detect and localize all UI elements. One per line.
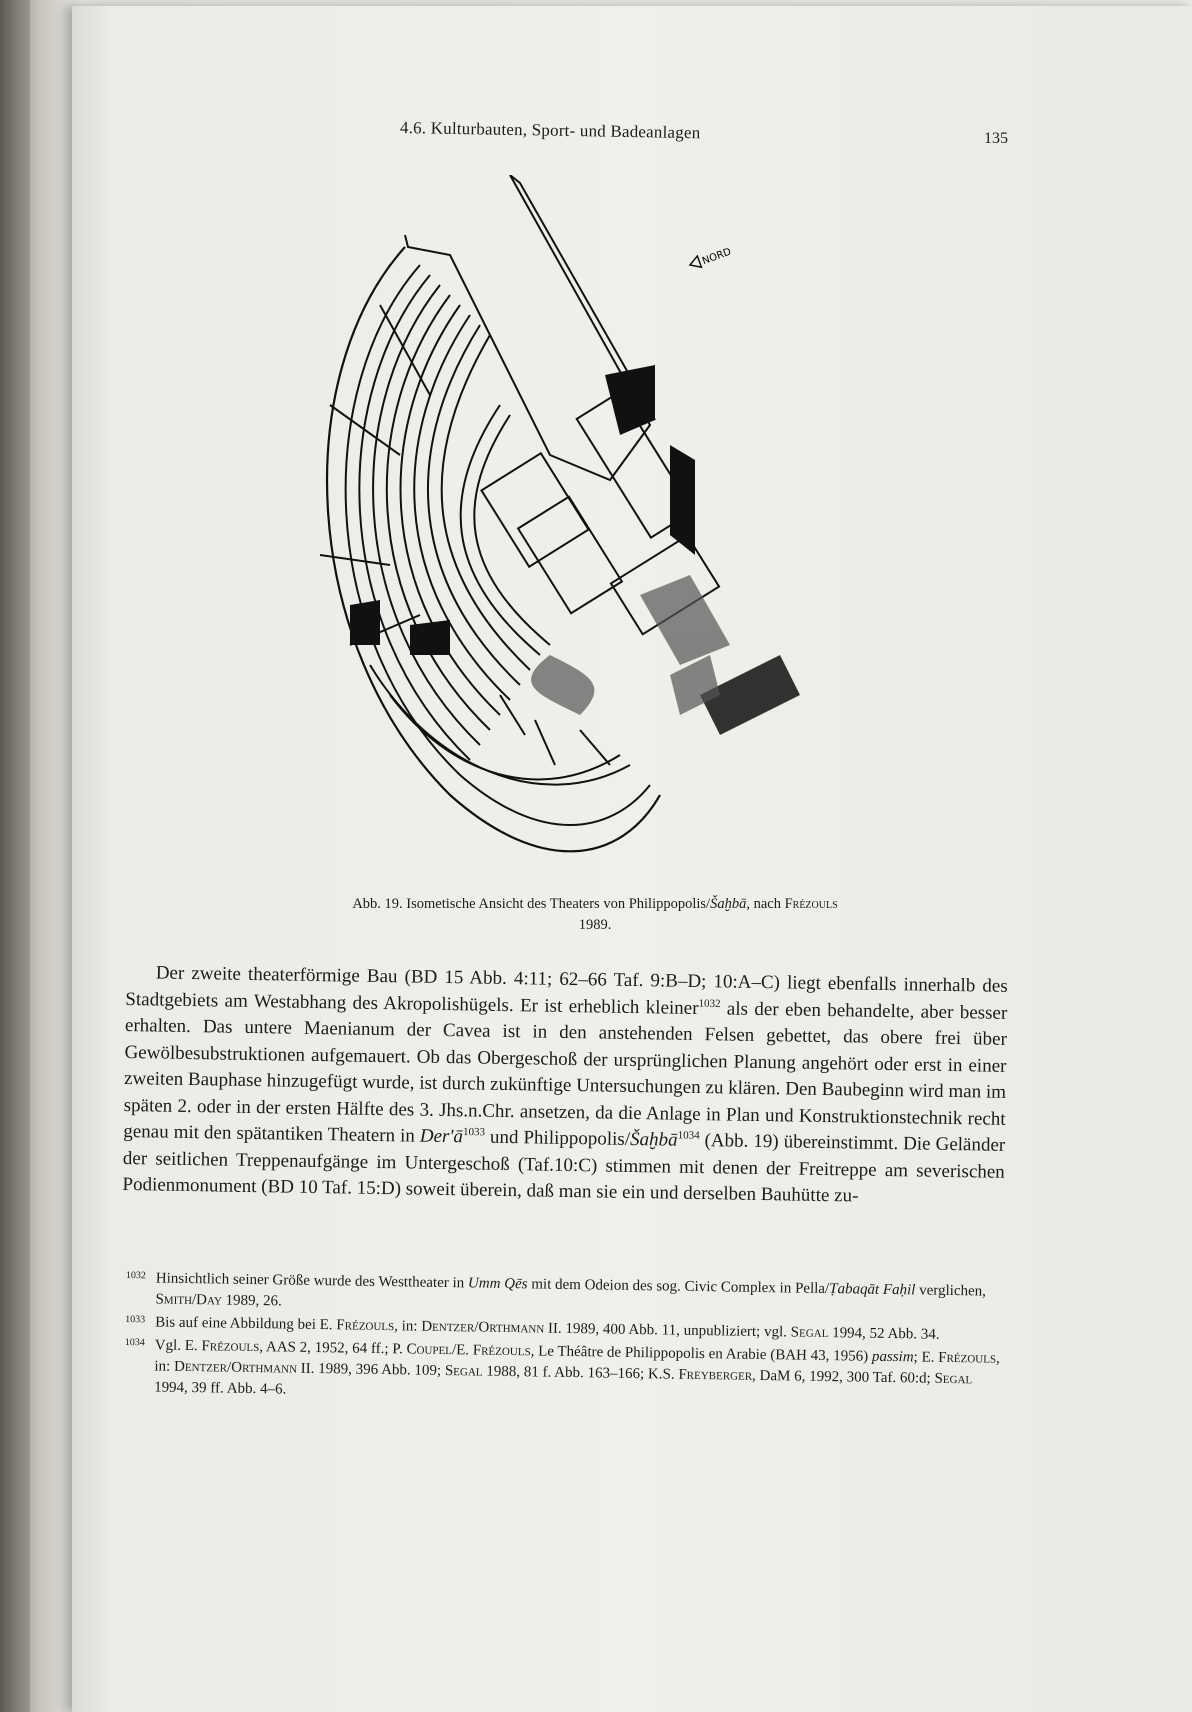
orchestra-arc-2 xyxy=(474,415,550,645)
footnotes xyxy=(124,1268,1010,1414)
footnote-text: , DaM 6, 1992, 300 Taf. 60:d; xyxy=(751,1367,935,1387)
body-text-part-1: Der zweite theaterförmige Bau (BD 15 Abb. 4:11; 62–66 Taf. 9:B–D; 10:A–C) liegt ebenfalls innerhalb des Stadtgebiets am Westabhang des Akropolishügels. Er ist erheblich kleiner xyxy=(125,962,1008,1019)
body-text xyxy=(122,960,1008,1212)
cavea-arc-9 xyxy=(442,335,530,670)
footnote-text: Umm Qēs xyxy=(467,1275,528,1293)
running-head: 4.6. Kulturbauten, Sport- und Badeanlagen xyxy=(399,118,701,143)
stair-line-1 xyxy=(500,695,525,735)
footnote-text: Vgl. E. xyxy=(154,1337,202,1355)
footnote-number: 1033 xyxy=(125,1313,146,1326)
footnote-ref-1032[interactable]: 1032 xyxy=(698,997,721,1010)
body-text-part-3: und Philippopolis/ xyxy=(484,1126,631,1150)
dark-vomitorium-2 xyxy=(410,620,450,655)
footnote-author: Smith/Day xyxy=(155,1291,222,1309)
footnote-ref-1033[interactable]: 1033 xyxy=(462,1125,486,1139)
footnote-text: Hinsichtlich seiner Größe wurde des Westtheater in xyxy=(155,1270,469,1292)
figure-caption xyxy=(300,894,890,936)
caption-prefix: Abb. 19. Isometische Ansicht des Theaters von Philippopolis/ xyxy=(352,896,711,912)
footnote-text: II. 1989, 396 Abb. 109; xyxy=(296,1360,446,1380)
footnote-author: Frézouls xyxy=(938,1349,997,1367)
site-name-dera: Der'ā xyxy=(419,1125,464,1148)
footnote-1034 xyxy=(124,1335,1009,1412)
footnote-ref-1034[interactable]: 1034 xyxy=(677,1129,700,1142)
footnote-author: Coupel/E. Frézouls xyxy=(406,1341,531,1360)
footnote-number: 1032 xyxy=(125,1269,146,1282)
footnote-number: 1034 xyxy=(124,1336,145,1349)
footnote-author: Freyberger xyxy=(678,1366,753,1384)
footnote-text: 1994, 39 ff. Abb. 4–6. xyxy=(154,1379,287,1398)
site-name-shahba: Šaḫbā xyxy=(629,1128,678,1151)
footnote-text: , Le Théâtre de Philippopolis en Arabie (BAH 43, 1956) xyxy=(530,1343,873,1365)
footnote-text: , in: xyxy=(154,1350,1000,1375)
stage-building-outline xyxy=(405,175,650,480)
footnote-author: Frézouls xyxy=(336,1317,395,1335)
theater-isometric-drawing xyxy=(310,175,870,895)
scaenae-frons-block-1 xyxy=(518,497,622,614)
page-number: 135 xyxy=(984,130,1008,147)
footnote-author: Segal xyxy=(934,1370,973,1388)
footnote-text: 1994, 52 Abb. 34. xyxy=(828,1325,940,1343)
rubble-area-3 xyxy=(531,655,594,715)
stair-line-2 xyxy=(535,720,555,765)
north-label: NORD xyxy=(700,246,733,268)
footnote-text: Bis auf eine Abbildung bei E. xyxy=(155,1314,337,1334)
footnote-author: Frézouls xyxy=(201,1338,260,1356)
stair-line-3 xyxy=(580,730,610,765)
body-text-part-4: (Abb. 19) übereinstimmt. Die Geländer der seitlichen Treppenaufgänge im Untergeschoß (Taf.10:C) stimmen mit denen der Freitreppe am severischen Podienmonument (BD 10 Taf. 15:D) soweit überein, daß man sie ein und derselben Bauhütte zu- xyxy=(122,1130,1006,1207)
dark-wall-section-2 xyxy=(670,445,695,555)
caption-mid: , nach xyxy=(746,896,785,912)
dark-vomitorium-1 xyxy=(350,600,380,645)
footnote-text: , in: xyxy=(394,1318,422,1335)
footnote-text: , AAS 2, 1952, 64 ff.; P. xyxy=(259,1339,407,1358)
footnote-author: Segal xyxy=(790,1324,829,1342)
body-paragraph xyxy=(122,960,1008,1212)
north-arrow-icon xyxy=(688,256,702,271)
footnote-text: verglichen, xyxy=(915,1282,987,1300)
footnote-author: Dentzer/Orthmann xyxy=(421,1318,545,1337)
footnote-text: II. 1989, 400 Abb. 11, unpubliziert; vgl. xyxy=(544,1320,791,1341)
footnote-text: mit dem Odeion des sog. Civic Complex in Pella/ xyxy=(527,1276,830,1298)
caption-site: Šaḫbā xyxy=(710,896,747,912)
north-arrow xyxy=(688,245,733,272)
footnote-text: 1989, 26. xyxy=(221,1292,282,1310)
stage-pulpitum xyxy=(481,453,588,566)
footnote-author: Segal xyxy=(444,1363,483,1380)
footnote-text: passim xyxy=(871,1348,914,1366)
footnote-text: 1988, 81 f. Abb. 163–166; K.S. xyxy=(482,1363,679,1383)
orchestra-inner-arc xyxy=(461,405,540,655)
aisle-line-2 xyxy=(330,405,400,455)
footnote-author: Dentzer/Orthmann xyxy=(173,1358,298,1377)
body-text-part-2: als der eben behandelte, aber besser erhalten. Das untere Maenianum der Cavea ist in den anstehenden Felsen gebettet, das obere frei über Gewölbesubstruktionen aufgemauert. Ob das Obergeschoß der ursprünglichen Planung angehört oder erst in einer zweiten Bauphase hinzugefügt wurde, ist durch zukünftige Untersuchungen zu klären. Den Baubeginn wird man im späten 2. oder in der ersten Hälfte des 3. Jhs.n.Chr. ansetzen, da die Anlage in Plan und Konstruktionstechnik recht genau mit den spätantiken Theatern in xyxy=(123,997,1008,1147)
caption-author: Frézouls xyxy=(784,896,838,912)
dark-wall-section-1 xyxy=(605,365,655,435)
caption-year: 1989. xyxy=(578,917,612,933)
book-spine-edge xyxy=(0,0,30,1712)
footnote-text: ; E. xyxy=(913,1349,939,1366)
footnote-text: Ṭabaqāt Faḥil xyxy=(829,1281,916,1299)
